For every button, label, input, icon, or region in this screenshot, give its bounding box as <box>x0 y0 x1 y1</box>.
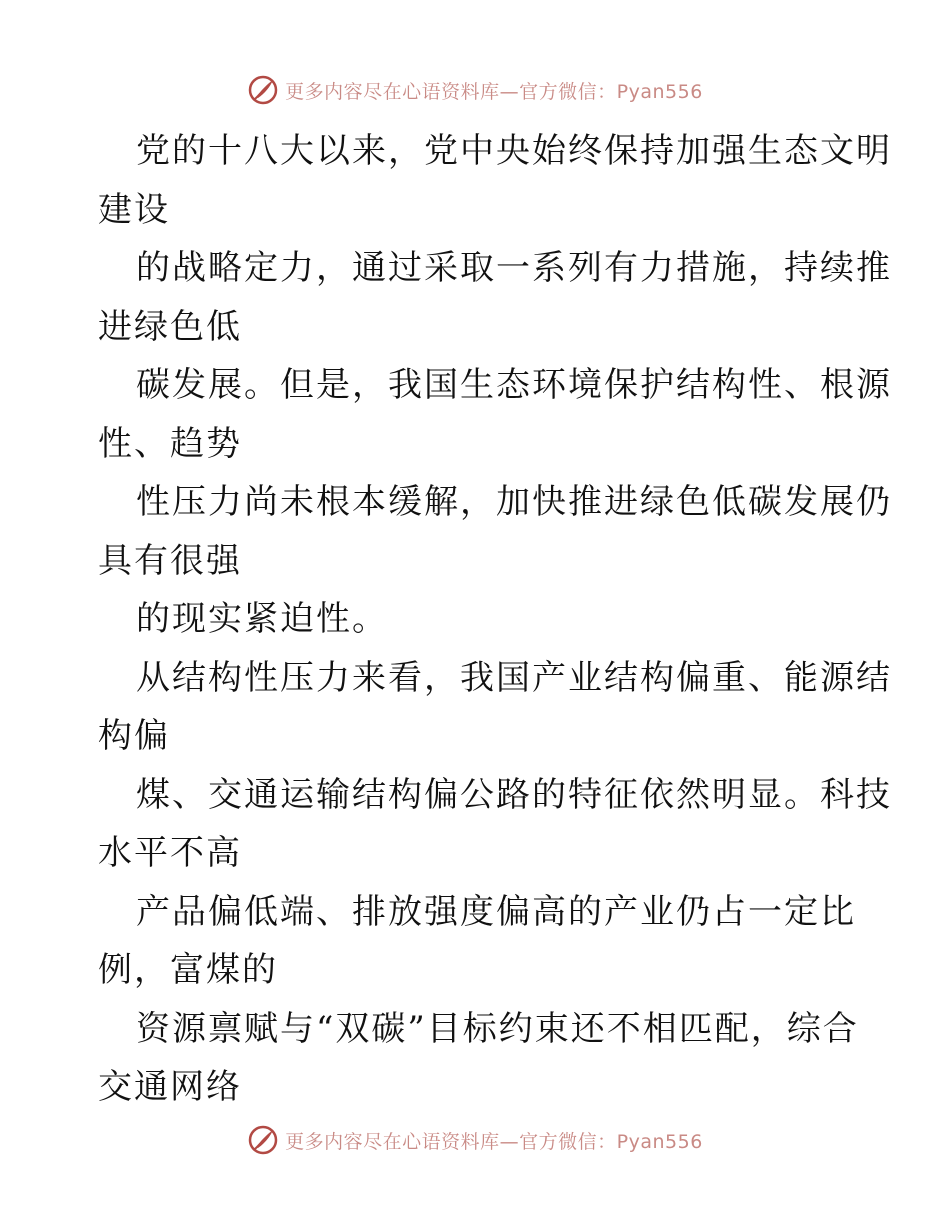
text-line: 性压力尚未根本缓解，加快推进绿色低碳发展仍 <box>136 482 892 522</box>
text-line: 产品偏低端、排放强度偏高的产业仍占一定比 <box>136 891 856 932</box>
text-line: 的现实紧迫性。 <box>136 599 388 639</box>
text-line: 煤、交通运输结构偏公路的特征依然明显。科技 <box>136 774 892 815</box>
text-line: 的战略定力，通过采取一系列有力措施，持续推 <box>136 248 892 288</box>
text-line: 党的十八大以来，党中央始终保持加强生态文明 <box>136 131 892 171</box>
text-line: 构偏 <box>98 716 170 756</box>
text-line: 例，富煤的 <box>98 950 278 990</box>
text-line: 进绿色低 <box>98 306 242 347</box>
text-line: 碳发展。但是，我国生态环境保护结构性、根源 <box>136 365 892 405</box>
text-line: 性、趋势 <box>98 423 242 464</box>
feather-pen-logo-icon <box>247 1124 279 1156</box>
footer-watermark <box>0 1120 950 1160</box>
text-line: 资源禀赋与“双碳”目标约束还不相匹配，综合 <box>136 1008 859 1049</box>
text-line: 水平不高 <box>98 833 242 873</box>
watermark-text: 更多内容尽在心语资料库—官方微信：Pyan556 <box>285 1130 703 1153</box>
text-line: 建设 <box>98 189 170 230</box>
text-line: 从结构性压力来看，我国产业结构偏重、能源结 <box>136 657 892 698</box>
text-line: 具有很强 <box>98 540 242 581</box>
watermark-text: 更多内容尽在心语资料库—官方微信：Pyan556 <box>285 80 703 103</box>
document-body <box>98 122 892 1117</box>
header-watermark <box>0 70 950 110</box>
text-line: 交通网络 <box>98 1067 242 1107</box>
feather-pen-logo-icon <box>247 74 279 106</box>
